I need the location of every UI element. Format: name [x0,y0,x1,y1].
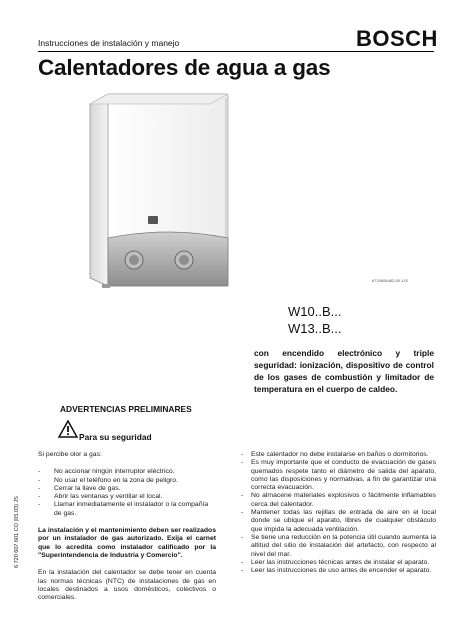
installer-paragraph: La instalación y el mantenimiento deben ser realizados por un instalador de gas autorizado. Exija el carnet que lo acredita como instalador calificado por la "Superintendencia de Industria y Comercio". [38,527,216,559]
brand-logo: BOSCH [356,26,438,51]
warning-triangle-icon [58,420,78,443]
list-item: - Llamar inmediatamente el instalador o la compañía de gas. [38,501,209,517]
left-column [38,451,216,602]
product-tagline: con encendido electrónico y triple seguridad: ionización, dispositivo de control de los gases de combustión y limitador de temperatura en el cuerpo de caldeo. [254,348,434,394]
list-item: - Este calentador no debe instalarse en baños o dormitorios. [241,451,429,458]
list-item: - No almacene materiales explosivos o fácilmente inflamables cerca del calentador. [241,492,436,508]
header-divider [38,51,434,52]
document-subtitle: Instrucciones de instalación y manejo [38,38,180,48]
standards-paragraph: En la instalación del calentador se debe tener en cuenta las normas técnicas (NTC) de instalaciones de gas en locales destinados a usos domésticos, colectivos o comerciales. [38,569,216,602]
list-item: - Abrir las ventanas y ventilar el local. [38,493,163,501]
model-name: W10..B... [288,304,342,319]
model-name: W13..B... [288,321,342,336]
figure-code: 6720606482-00.1JS [372,278,409,283]
list-item: - Se tiene una reducción en la potencia útil cuando aumenta la altitud del sitio de instalación del artefacto, con respecto al nivel del mar. [241,533,436,558]
water-heater-illustration [80,88,340,288]
safety-heading: Para su seguridad [79,432,152,442]
list-item: - No usar el teléfono en la zona de peligro. [38,476,178,484]
side-document-code [14,458,24,568]
list-item: - Es muy importante que el conducto de evacuación de gases quemados respete tanto el diámetro de salida del aparato, como las disposiciones y normativas, a fin de garantizar una correcta evacuación. [241,459,436,492]
right-column [241,451,436,575]
list-item: - Leer las instrucciones de uso antes de encender el aparato. [241,567,432,575]
side-code-text: 6 720 607 601 CO (05.03) JS [14,496,20,568]
section-heading-advertencias: ADVERTENCIAS PRELIMINARES [60,404,192,414]
list-item: - Leer las instrucciones técnicas antes de instalar el aparato. [241,558,430,566]
model-list [288,303,341,337]
list-item: - Mantener todas las rejillas de entrada de aire en el local donde se ubique el aparato, libres de cualquier obstáculo que impida la adecuada ventilación. [241,509,436,533]
gas-smell-intro: Si percibe olor a gas: [38,451,102,458]
list-item: - Cerrar la llave de gas. [38,484,121,492]
page-title: Calentadores de agua a gas [38,55,331,80]
list-item: - No accionar ningún interruptor eléctrico. [38,468,175,476]
